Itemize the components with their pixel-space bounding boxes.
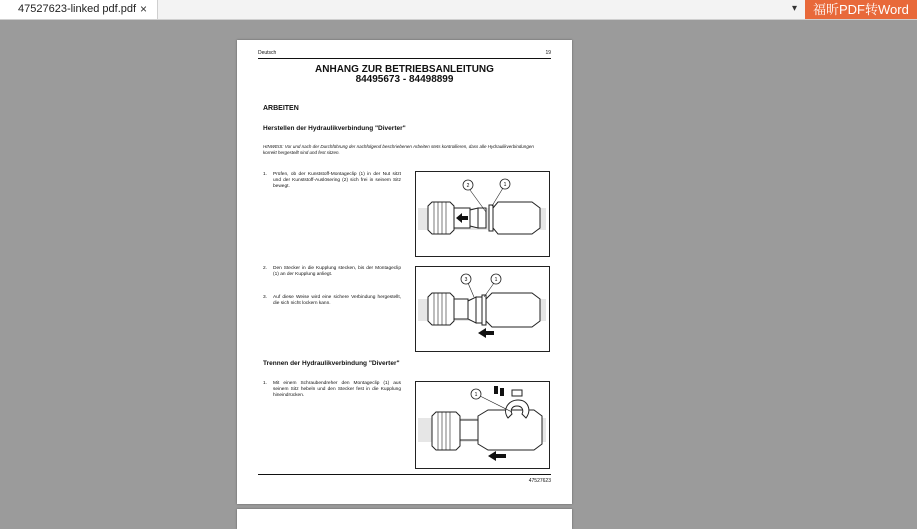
promo-button[interactable]: 福昕PDF转Word bbox=[805, 0, 917, 19]
section-heading: ARBEITEN bbox=[263, 105, 299, 112]
step-text: Den Stecker in die Kupplung stecken, bis der Montageclip (1) an der Kupplung anliegt. bbox=[273, 266, 401, 277]
figure-coupling-disconnect bbox=[415, 381, 550, 469]
footer-divider bbox=[258, 474, 551, 475]
figure-coupling-check bbox=[415, 171, 550, 257]
coupling-check-illustration bbox=[416, 172, 549, 256]
figure-label: 3 bbox=[464, 277, 468, 283]
document-tab[interactable] bbox=[0, 0, 158, 19]
pdf-page bbox=[237, 40, 572, 504]
close-tab-icon[interactable]: × bbox=[140, 2, 148, 16]
step-text: Prüfen, ob der Kunststoff-Montageclip (1) in der Nut sitzt und der Kunststoff-Auslösering (2) sich frei in seinem Sitz bewegt. bbox=[273, 172, 401, 189]
figure-label: 1 bbox=[503, 182, 507, 188]
document-viewer[interactable] bbox=[0, 20, 917, 500]
header-page-number: 19 bbox=[545, 50, 551, 56]
subsection-heading-disconnect: Trennen der Hydraulikverbindung "Diverter" bbox=[263, 360, 400, 367]
document-subtitle: 84495673 - 84498899 bbox=[355, 74, 454, 85]
step-number: 3. bbox=[263, 295, 268, 300]
tab-bar bbox=[0, 0, 917, 20]
chevron-down-icon[interactable]: ▾ bbox=[792, 3, 798, 14]
footer-document-id: 47527623 bbox=[528, 478, 551, 484]
figure-label: 1 bbox=[474, 392, 478, 398]
step-number: 2. bbox=[263, 266, 268, 271]
header-divider bbox=[258, 58, 551, 59]
coupling-insert-illustration bbox=[416, 267, 549, 351]
note-text: HINWEIS: Vor und nach der Durchführung der nachfolgend beschriebenen Arbeiten stets kontrollieren, dass alle Hydraulikverbindungen korrekt hergestellt sind und fest sitzen. bbox=[263, 144, 534, 155]
header-language: Deutsch bbox=[258, 50, 277, 56]
tab-title: 47527623-linked pdf.pdf bbox=[18, 3, 137, 15]
step-number: 1. bbox=[263, 172, 268, 177]
step-text: Auf diese Weise wird eine sichere Verbindung hergestellt, die sich nicht lockern kann. bbox=[273, 295, 401, 306]
document-title: ANHANG ZUR BETRIEBSANLEITUNG bbox=[315, 64, 494, 75]
step-number: 1. bbox=[263, 381, 268, 386]
step-text: Mit einem Schraubendreher den Montageclip (1) aus seinem Sitz hebeln und den Stecker fest in die Kupplung hineindrücken. bbox=[273, 381, 401, 398]
coupling-disconnect-illustration bbox=[416, 382, 549, 468]
figure-label: 2 bbox=[466, 183, 470, 189]
subsection-heading-connect: Herstellen der Hydraulikverbindung "Diverter" bbox=[263, 125, 406, 132]
figure-label: 1 bbox=[494, 277, 498, 283]
next-pdf-page bbox=[237, 509, 572, 529]
figure-coupling-insert bbox=[415, 266, 550, 352]
